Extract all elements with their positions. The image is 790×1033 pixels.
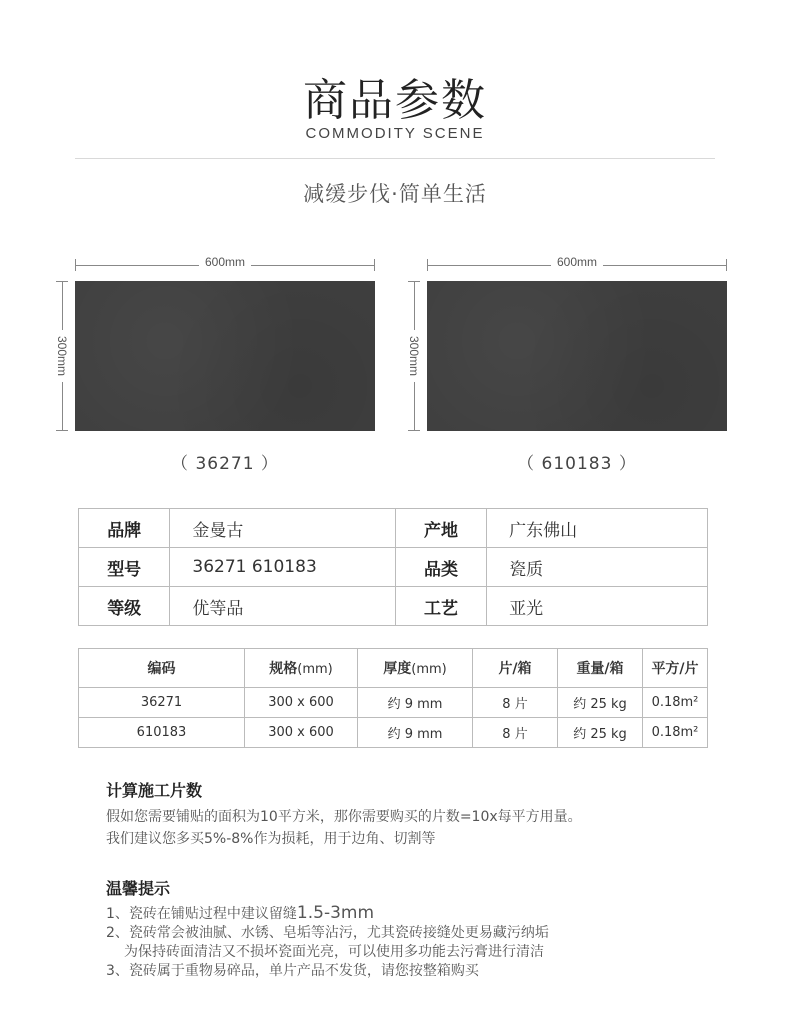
column-header: 片/箱: [473, 649, 558, 688]
tile-code: （ 36271 ）: [171, 454, 279, 474]
table-row: [79, 548, 708, 587]
tips-heading: 温馨提示: [106, 879, 171, 898]
table-row: [79, 587, 708, 626]
column-header: 规格(mm): [245, 649, 358, 688]
spec-table: [78, 508, 708, 626]
table-row: [79, 509, 708, 548]
calc-text: [106, 806, 726, 850]
tip-item: 3、瓷砖属于重物易碎品，单片产品不发货，请您按整箱购买: [106, 963, 479, 979]
table-row: [79, 688, 708, 718]
width-label: 600mm: [199, 255, 251, 269]
column-header: 平方/片: [643, 649, 708, 688]
spec-value: 广东佛山: [487, 509, 708, 548]
tip-item: 2、瓷砖常会被油腻、水锈、皂垢等沾污，尤其瓷砖接缝处更易藏污纳垢: [106, 925, 549, 941]
table-cell: 约 9 mm: [358, 718, 473, 748]
divider: [75, 158, 715, 159]
table-cell: 36271: [79, 688, 245, 718]
spec-key: 品类: [395, 548, 486, 587]
page-title: 商品参数: [303, 75, 487, 126]
spec-value: 亚光: [487, 587, 708, 626]
column-header: 厚度(mm): [358, 649, 473, 688]
table-cell: 8 片: [473, 718, 558, 748]
table-header-row: [79, 649, 708, 688]
height-label: 300mm: [407, 330, 421, 382]
column-header: 编码: [79, 649, 245, 688]
height-label: 300mm: [55, 330, 69, 382]
spec-key: 产地: [395, 509, 486, 548]
slogan: 减缓步伐·简单生活: [303, 182, 487, 206]
spec-value: 优等品: [170, 587, 395, 626]
spec-value: 36271 610183: [170, 548, 395, 587]
tip-item-continued: 为保持砖面清洁又不损坏瓷面光亮，可以使用多功能去污膏进行清洁: [124, 944, 544, 960]
tile-swatch-36271: [75, 281, 375, 431]
calc-line: 我们建议您多买5%-8%作为损耗，用于边角、切割等: [106, 831, 436, 847]
spec-key: 型号: [79, 548, 170, 587]
spec-key: 等级: [79, 587, 170, 626]
height-dimension: [408, 281, 420, 431]
calc-line: 假如您需要铺贴的面积为10平方米，那你需要购买的片数=10x每平方用量。: [106, 809, 582, 825]
calc-heading: 计算施工片数: [106, 781, 203, 800]
tile-swatch-610183: [427, 281, 727, 431]
width-dimension: [75, 255, 375, 271]
table-row: [79, 718, 708, 748]
width-label: 600mm: [551, 255, 603, 269]
code-table: [78, 648, 708, 748]
spec-key: 工艺: [395, 587, 486, 626]
table-cell: 8 片: [473, 688, 558, 718]
table-cell: 0.18m²: [643, 718, 708, 748]
page-subtitle: COMMODITY SCENE: [305, 125, 485, 142]
table-cell: 300 x 600: [245, 718, 358, 748]
spec-value: 瓷质: [487, 548, 708, 587]
table-cell: 约 9 mm: [358, 688, 473, 718]
tip-item: 1、瓷砖在铺贴过程中建议留缝1.5-3mm: [106, 903, 375, 923]
table-cell: 610183: [79, 718, 245, 748]
gap-value: 1.5-3mm: [296, 903, 375, 923]
column-header: 重量/箱: [558, 649, 643, 688]
table-cell: 约 25 kg: [558, 688, 643, 718]
table-cell: 0.18m²: [643, 688, 708, 718]
tile-code: （ 610183 ）: [517, 454, 637, 474]
tips-list: [106, 904, 726, 981]
spec-key: 品牌: [79, 509, 170, 548]
width-dimension: [427, 255, 727, 271]
spec-value: 金曼古: [170, 509, 395, 548]
table-cell: 约 25 kg: [558, 718, 643, 748]
table-cell: 300 x 600: [245, 688, 358, 718]
height-dimension: [56, 281, 68, 431]
